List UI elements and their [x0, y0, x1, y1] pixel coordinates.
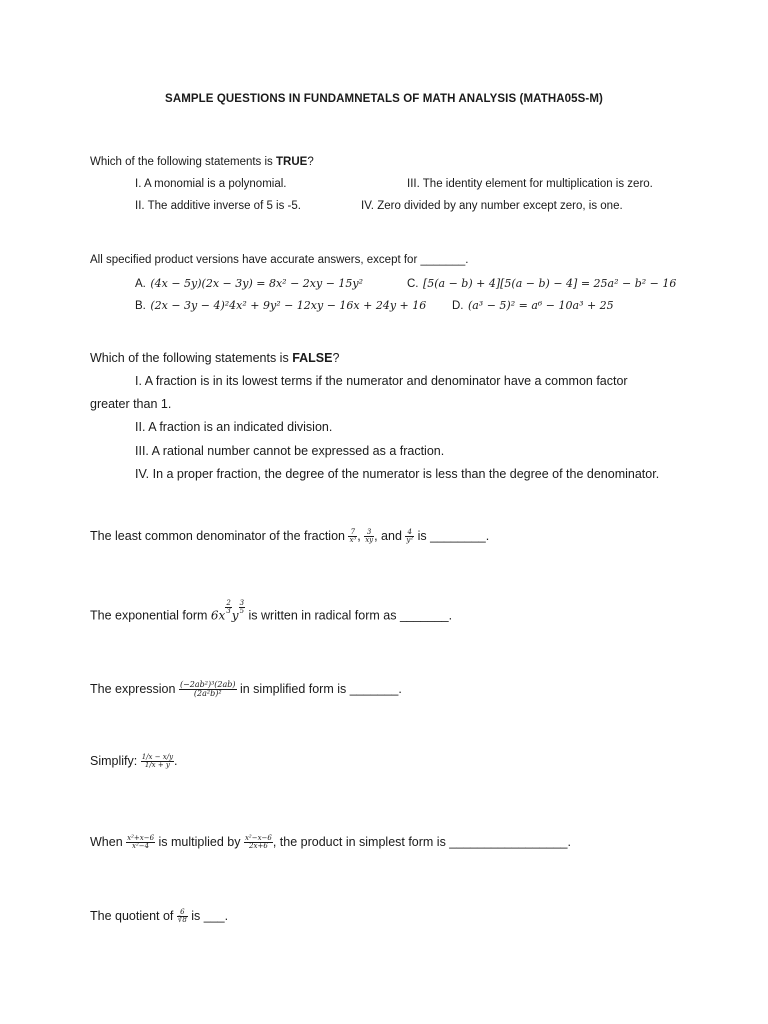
question-1-keyword: TRUE: [276, 156, 308, 168]
exponential-base: 6x: [210, 608, 226, 623]
question-3-keyword: FALSE: [292, 351, 333, 365]
document-title: SAMPLE QUESTIONS IN FUNDAMNETALS OF MATH ANALYSIS (MATHA05S-M): [165, 93, 603, 105]
exponent-numerator: 3: [239, 599, 245, 607]
option-a-label: A.: [135, 278, 146, 290]
fraction-second-rational: [244, 835, 273, 851]
exponent-denominator: 3: [226, 607, 231, 616]
question-6-answer-blank: in simplified form is _______.: [236, 682, 402, 696]
question-1-stem: [90, 156, 314, 168]
fraction-numerator: 4: [405, 529, 414, 537]
question-1-stem-text: Which of the following statements is: [90, 156, 276, 168]
question-3-stem-text: Which of the following statements is: [90, 351, 293, 365]
question-4-answer-blank: is ________.: [414, 529, 490, 543]
question-8-text-mid: is multiplied by: [155, 835, 244, 849]
option-c-label: C.: [407, 278, 419, 290]
exponential-variable: y: [231, 608, 239, 623]
question-6-text: The expression: [90, 682, 179, 696]
fraction-numerator: 3: [364, 529, 374, 537]
question-5: [90, 600, 452, 628]
question-7-end: .: [174, 754, 178, 768]
fraction-numerator: x²+x−6: [127, 833, 155, 842]
question-3-statement-i-continued: greater than 1.: [90, 397, 172, 411]
question-2-option-c: [407, 274, 676, 292]
option-b-expression: (2x − 3y − 4)²4x² + 9y² − 12xy − 16x + 24y + 16: [150, 299, 427, 312]
option-a-expression: (4x − 5y)(2x − 3y) = 8x² − 2xy − 15y²: [150, 277, 364, 290]
question-1-statement-ii: II. The additive inverse of 5 is -5.: [135, 200, 301, 212]
fraction-denominator: x³: [349, 536, 357, 545]
fraction-numerator: 7: [348, 529, 357, 537]
fraction-numerator: (−2ab²)³(2ab): [179, 679, 236, 689]
question-5-answer-blank: is written in radical form as _______.: [245, 608, 453, 623]
fraction-7-over-x3: [348, 529, 357, 545]
fraction-denominator: 1/x + y: [144, 761, 170, 770]
option-d-expression: (a³ − 5)² = a⁶ − 10a³ + 25: [467, 299, 614, 312]
complex-fraction: [141, 754, 174, 770]
option-b-label: B.: [135, 300, 146, 312]
question-9-answer-blank: is ___.: [187, 909, 229, 923]
question-9: [90, 903, 228, 929]
fraction-denominator: ∛8: [177, 916, 187, 925]
question-4-text: The least common denominator of the fraction: [90, 529, 349, 543]
fraction-3-over-xy: [364, 529, 374, 545]
question-3-stem-end: ?: [332, 351, 340, 365]
question-3-statement-i: I. A fraction is in its lowest terms if the numerator and denominator have a common factor: [135, 374, 628, 388]
expression-fraction: [179, 681, 237, 699]
question-7-text: Simplify:: [90, 754, 141, 768]
question-7: [90, 746, 178, 776]
option-d-label: D.: [452, 300, 464, 312]
question-6: [90, 676, 402, 702]
fraction-denominator: xy: [365, 536, 374, 545]
question-4: [90, 523, 489, 549]
question-8-text: When: [90, 835, 127, 849]
fraction-numerator: x²−x−6: [244, 833, 272, 842]
question-3-statement-ii: II. A fraction is an indicated division.: [135, 420, 333, 434]
question-2-option-d: [452, 296, 614, 314]
question-1-statement-iv: IV. Zero divided by any number except zero, is one.: [361, 200, 623, 212]
option-c-expression: [5(a − b) + 4][5(a − b) − 4] = 25a² − b² − 16: [422, 277, 677, 290]
question-5-text: The exponential form: [90, 608, 211, 623]
question-1-statement-iii: III. The identity element for multiplication is zero.: [407, 178, 653, 190]
separator: ,: [357, 529, 365, 543]
question-3-statement-iii: III. A rational number cannot be expressed as a fraction.: [135, 444, 445, 458]
question-1-statement-i: I. A monomial is a polynomial.: [135, 178, 287, 190]
question-3-statement-iv: IV. In a proper fraction, the degree of the numerator is less than the degree of the denominator.: [135, 467, 660, 481]
fraction-denominator: (2a²b)²: [193, 689, 222, 699]
fraction-4-over-y2: [405, 529, 414, 545]
question-3-stem: [90, 351, 339, 365]
question-2-option-a: [135, 274, 363, 292]
question-9-text: The quotient of: [90, 909, 177, 923]
exponent-numerator: 2: [226, 599, 231, 607]
fraction-first-rational: [126, 835, 155, 851]
question-2-option-b: [135, 296, 426, 314]
question-2-stem: All specified product versions have accurate answers, except for _______.: [90, 254, 469, 266]
fraction-denominator: 2x+6: [249, 842, 268, 851]
question-8: [90, 829, 571, 855]
fraction-numerator: 6: [177, 909, 188, 917]
exponent-denominator: 5: [239, 607, 245, 616]
quotient-fraction: [177, 909, 188, 925]
fraction-denominator: x²−4: [132, 842, 150, 851]
fraction-denominator: y²: [406, 536, 414, 545]
fraction-numerator: 1/x − x/y: [141, 752, 174, 761]
question-4-text-mid: , and: [374, 529, 406, 543]
question-8-answer-blank: , the product in simplest form is _________________.: [272, 835, 571, 849]
question-1-stem-end: ?: [307, 156, 314, 168]
